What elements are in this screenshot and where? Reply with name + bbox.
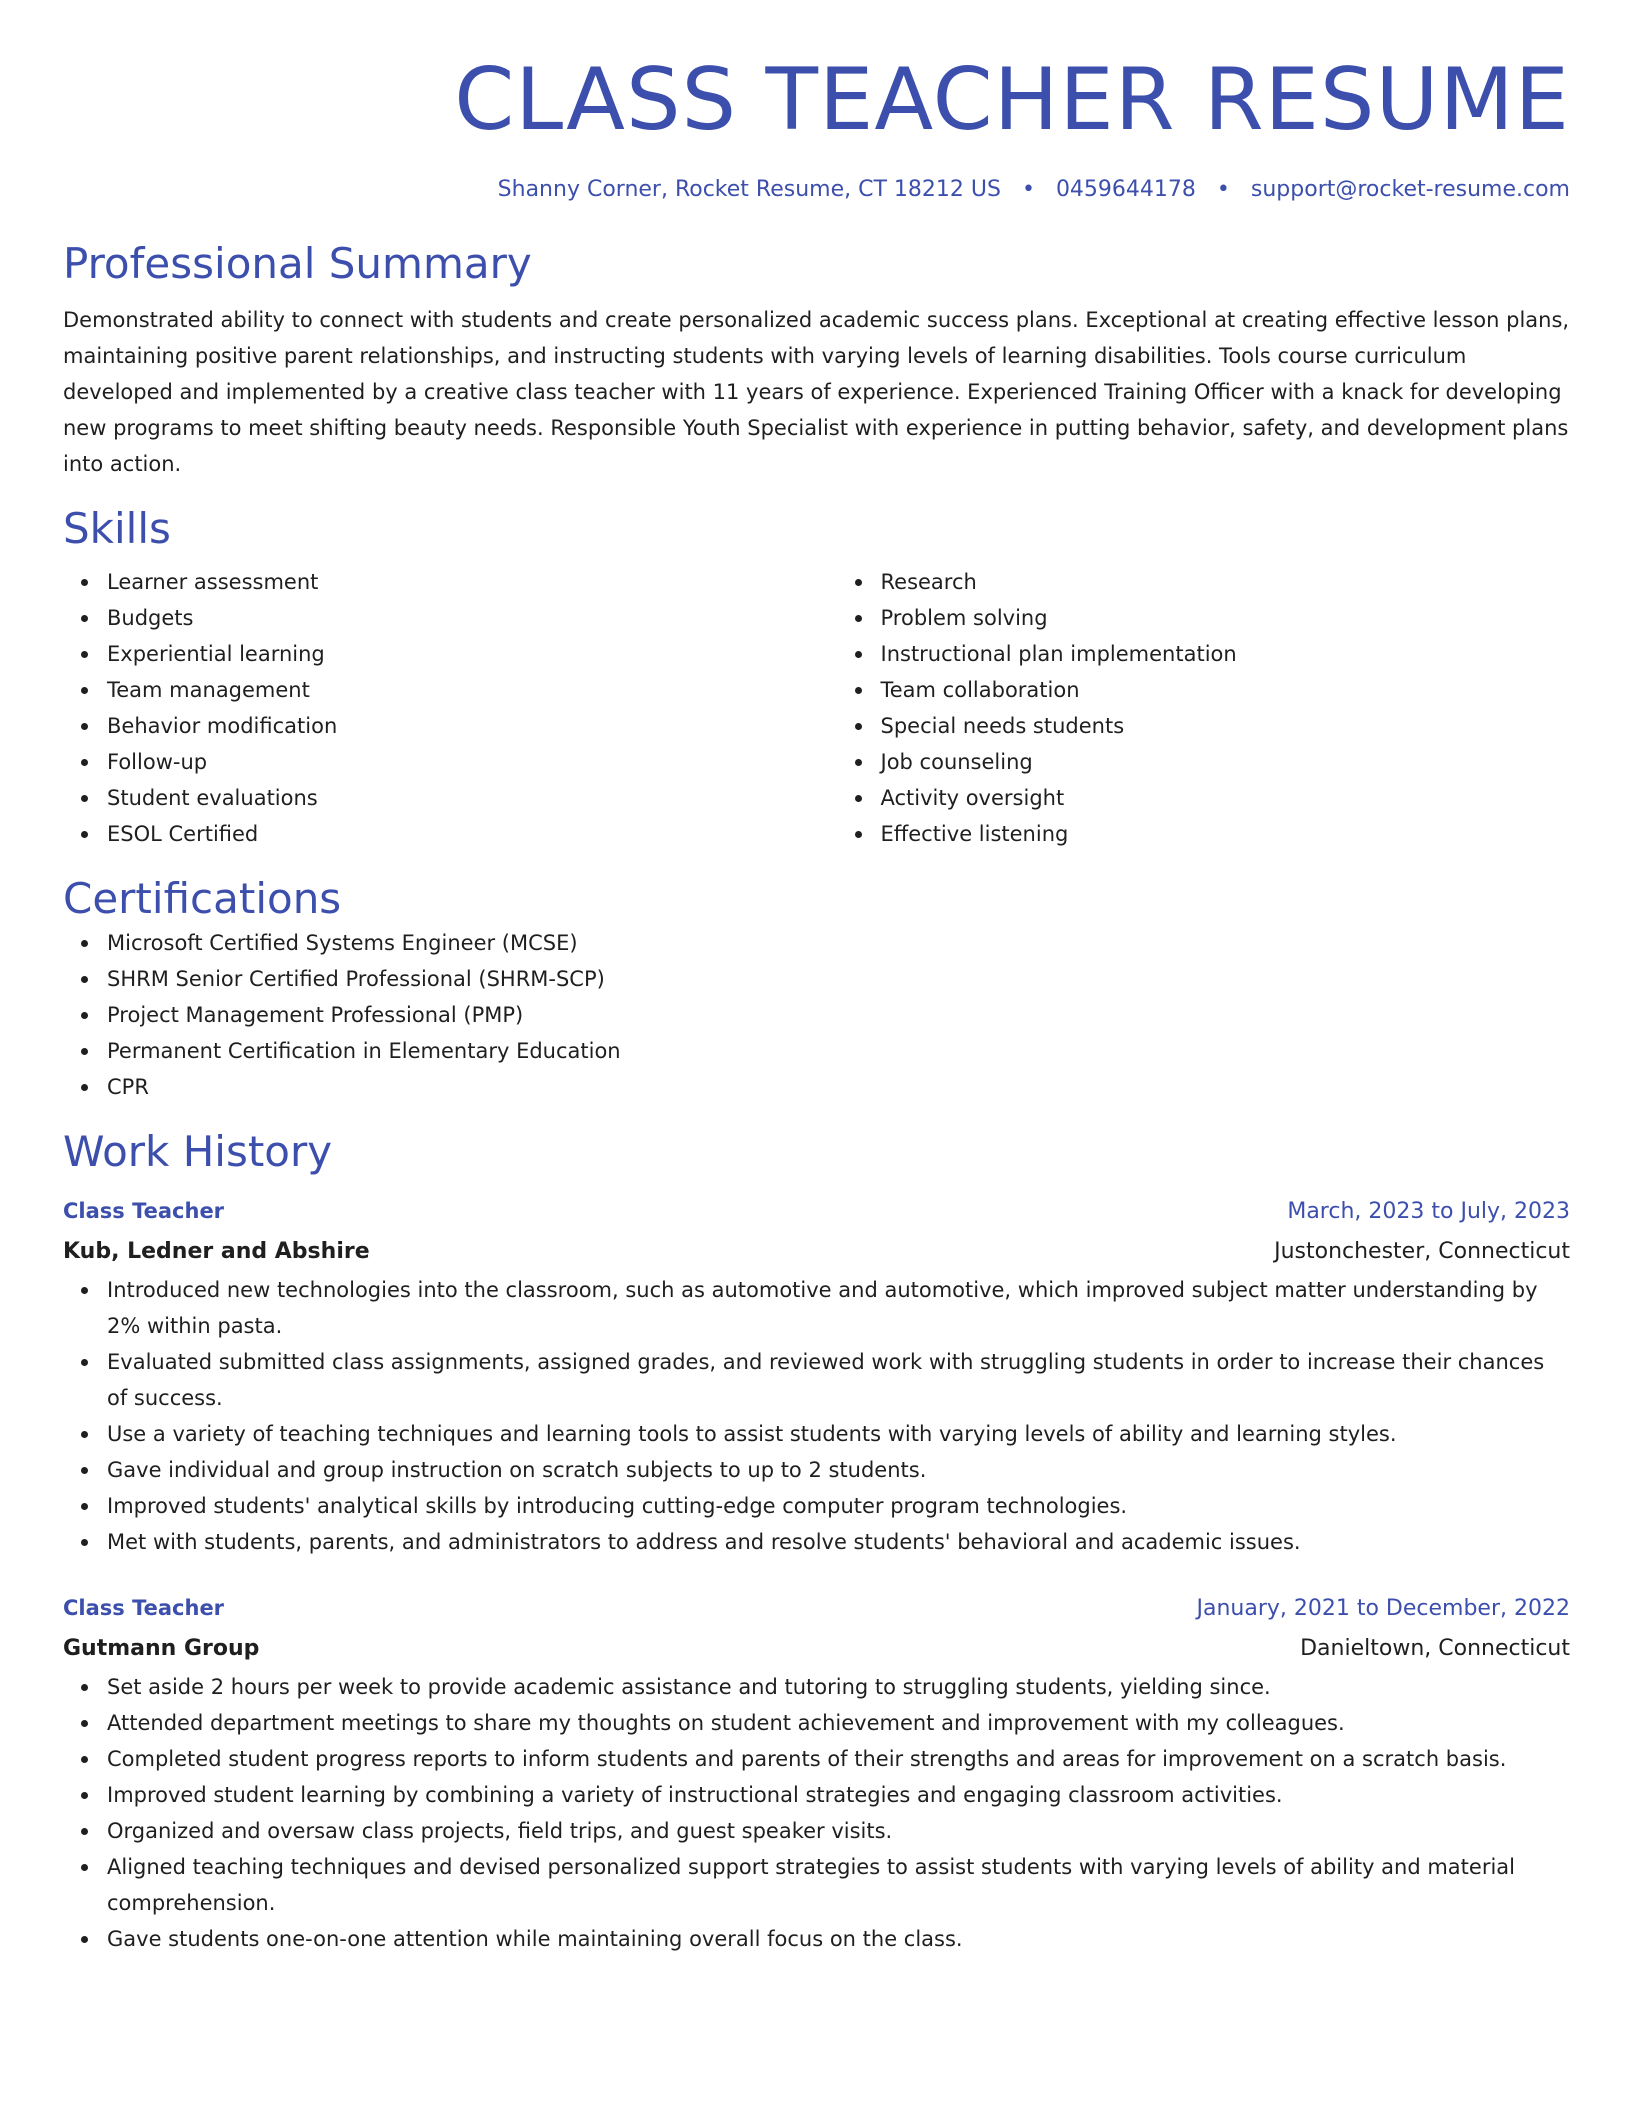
resume-title: CLASS TEACHER RESUME <box>454 50 1570 150</box>
job-bullet: Set aside 2 hours per week to provide academic assistance and tutoring to struggling students, yielding since. <box>107 1669 1570 1705</box>
contact-address: Shanny Corner, Rocket Resume, CT 18212 US <box>497 177 1001 203</box>
job-role: Class Teacher <box>63 1199 225 1224</box>
skill-item: Follow-up <box>107 744 797 780</box>
certification-item: SHRM Senior Certified Professional (SHRM-SCP) <box>107 961 1570 997</box>
skill-item: Research <box>881 564 1571 600</box>
job-bullet: Use a variety of teaching techniques and learning tools to assist students with varying levels of ability and learning styles. <box>107 1416 1570 1452</box>
work-history-heading: Work History <box>63 1126 333 1176</box>
job-header-row <box>63 1588 1570 1629</box>
skill-item: Budgets <box>107 600 797 636</box>
skill-item: Team collaboration <box>881 672 1571 708</box>
summary-heading: Professional Summary <box>63 239 532 289</box>
job-dates: January, 2021 to December, 2022 <box>1196 1596 1570 1622</box>
job-bullet: Attended department meetings to share my thoughts on student achievement and improvement with my colleagues. <box>107 1705 1570 1741</box>
contact-phone: 0459644178 <box>1055 177 1196 203</box>
certification-item: Permanent Certification in Elementary Education <box>107 1033 1570 1069</box>
summary-text: Demonstrated ability to connect with students and create personalized academic success plans. Exceptional at creating effective lesson plans, maintaining positive parent relationships, and instructing students with varying levels of learning disabilities. Tools course curriculum developed and implemented by a creative class teacher with 11 years of experience. Experienced Training Officer with a knack for developing new programs to meet shifting beauty needs. Responsible Youth Specialist with experience in putting behavior, safety, and development plans into action. <box>63 307 1570 476</box>
summary-section <box>63 239 1570 481</box>
skills-list-right <box>837 564 1571 852</box>
job-role: Class Teacher <box>63 1596 225 1621</box>
certification-item: CPR <box>107 1069 1570 1105</box>
skills-grid <box>63 564 1570 852</box>
contact-separator: • <box>1216 177 1230 203</box>
job-company-row <box>63 1629 1570 1669</box>
job-bullet: Improved students' analytical skills by introducing cutting-edge computer program technologies. <box>107 1488 1570 1524</box>
job-bullet: Evaluated submitted class assignments, assigned grades, and reviewed work with struggling students in order to increase their chances of success. <box>107 1344 1570 1416</box>
job-bullet: Completed student progress reports to inform students and parents of their strengths and areas for improvement on a scratch basis. <box>107 1741 1570 1777</box>
job-bullets <box>63 1272 1570 1560</box>
job-header-row <box>63 1191 1570 1232</box>
skill-item: Special needs students <box>881 708 1571 744</box>
job-entry <box>63 1588 1570 1957</box>
skill-item: Team management <box>107 672 797 708</box>
skill-item: Instructional plan implementation <box>881 636 1571 672</box>
job-company: Kub, Ledner and Abshire <box>63 1239 370 1265</box>
job-bullet: Aligned teaching techniques and devised personalized support strategies to assist students with varying levels of ability and material comprehension. <box>107 1849 1570 1921</box>
certifications-section <box>63 874 1570 1104</box>
job-location: Danieltown, Connecticut <box>1300 1636 1570 1662</box>
skill-item: Experiential learning <box>107 636 797 672</box>
job-bullet: Organized and oversaw class projects, field trips, and guest speaker visits. <box>107 1813 1570 1849</box>
skill-item: Problem solving <box>881 600 1571 636</box>
certification-item: Project Management Professional (PMP) <box>107 997 1570 1033</box>
job-bullet: Gave individual and group instruction on scratch subjects to up to 2 students. <box>107 1452 1570 1488</box>
work-history-section <box>63 1127 1570 1957</box>
job-location: Justonchester, Connecticut <box>1274 1239 1570 1265</box>
contact-line <box>63 175 1570 205</box>
certifications-list <box>63 925 1570 1105</box>
skill-item: Behavior modification <box>107 708 797 744</box>
job-bullet: Improved student learning by combining a variety of instructional strategies and engaging classroom activities. <box>107 1777 1570 1813</box>
skill-item: Effective listening <box>881 816 1571 852</box>
skills-list-left <box>63 564 797 852</box>
skill-item: Student evaluations <box>107 780 797 816</box>
job-company-row <box>63 1232 1570 1272</box>
certifications-heading: Certifications <box>63 874 342 924</box>
skill-item: Activity oversight <box>881 780 1571 816</box>
job-bullet: Met with students, parents, and administrators to address and resolve students' behavioral and academic issues. <box>107 1524 1570 1560</box>
job-bullets <box>63 1669 1570 1957</box>
contact-separator: • <box>1021 177 1035 203</box>
resume-header <box>63 50 1570 205</box>
job-bullet: Introduced new technologies into the classroom, such as automotive and automotive, which improved subject matter understanding by 2% within pasta. <box>107 1272 1570 1344</box>
job-company: Gutmann Group <box>63 1636 260 1662</box>
skill-item: Job counseling <box>881 744 1571 780</box>
skill-item: ESOL Certified <box>107 816 797 852</box>
contact-email: support@rocket-resume.com <box>1250 177 1570 203</box>
job-bullet: Gave students one-on-one attention while maintaining overall focus on the class. <box>107 1921 1570 1957</box>
job-dates: March, 2023 to July, 2023 <box>1287 1199 1570 1225</box>
certification-item: Microsoft Certified Systems Engineer (MCSE) <box>107 925 1570 961</box>
skills-heading: Skills <box>63 503 171 553</box>
job-entry <box>63 1191 1570 1560</box>
skills-section <box>63 504 1570 852</box>
skill-item: Learner assessment <box>107 564 797 600</box>
